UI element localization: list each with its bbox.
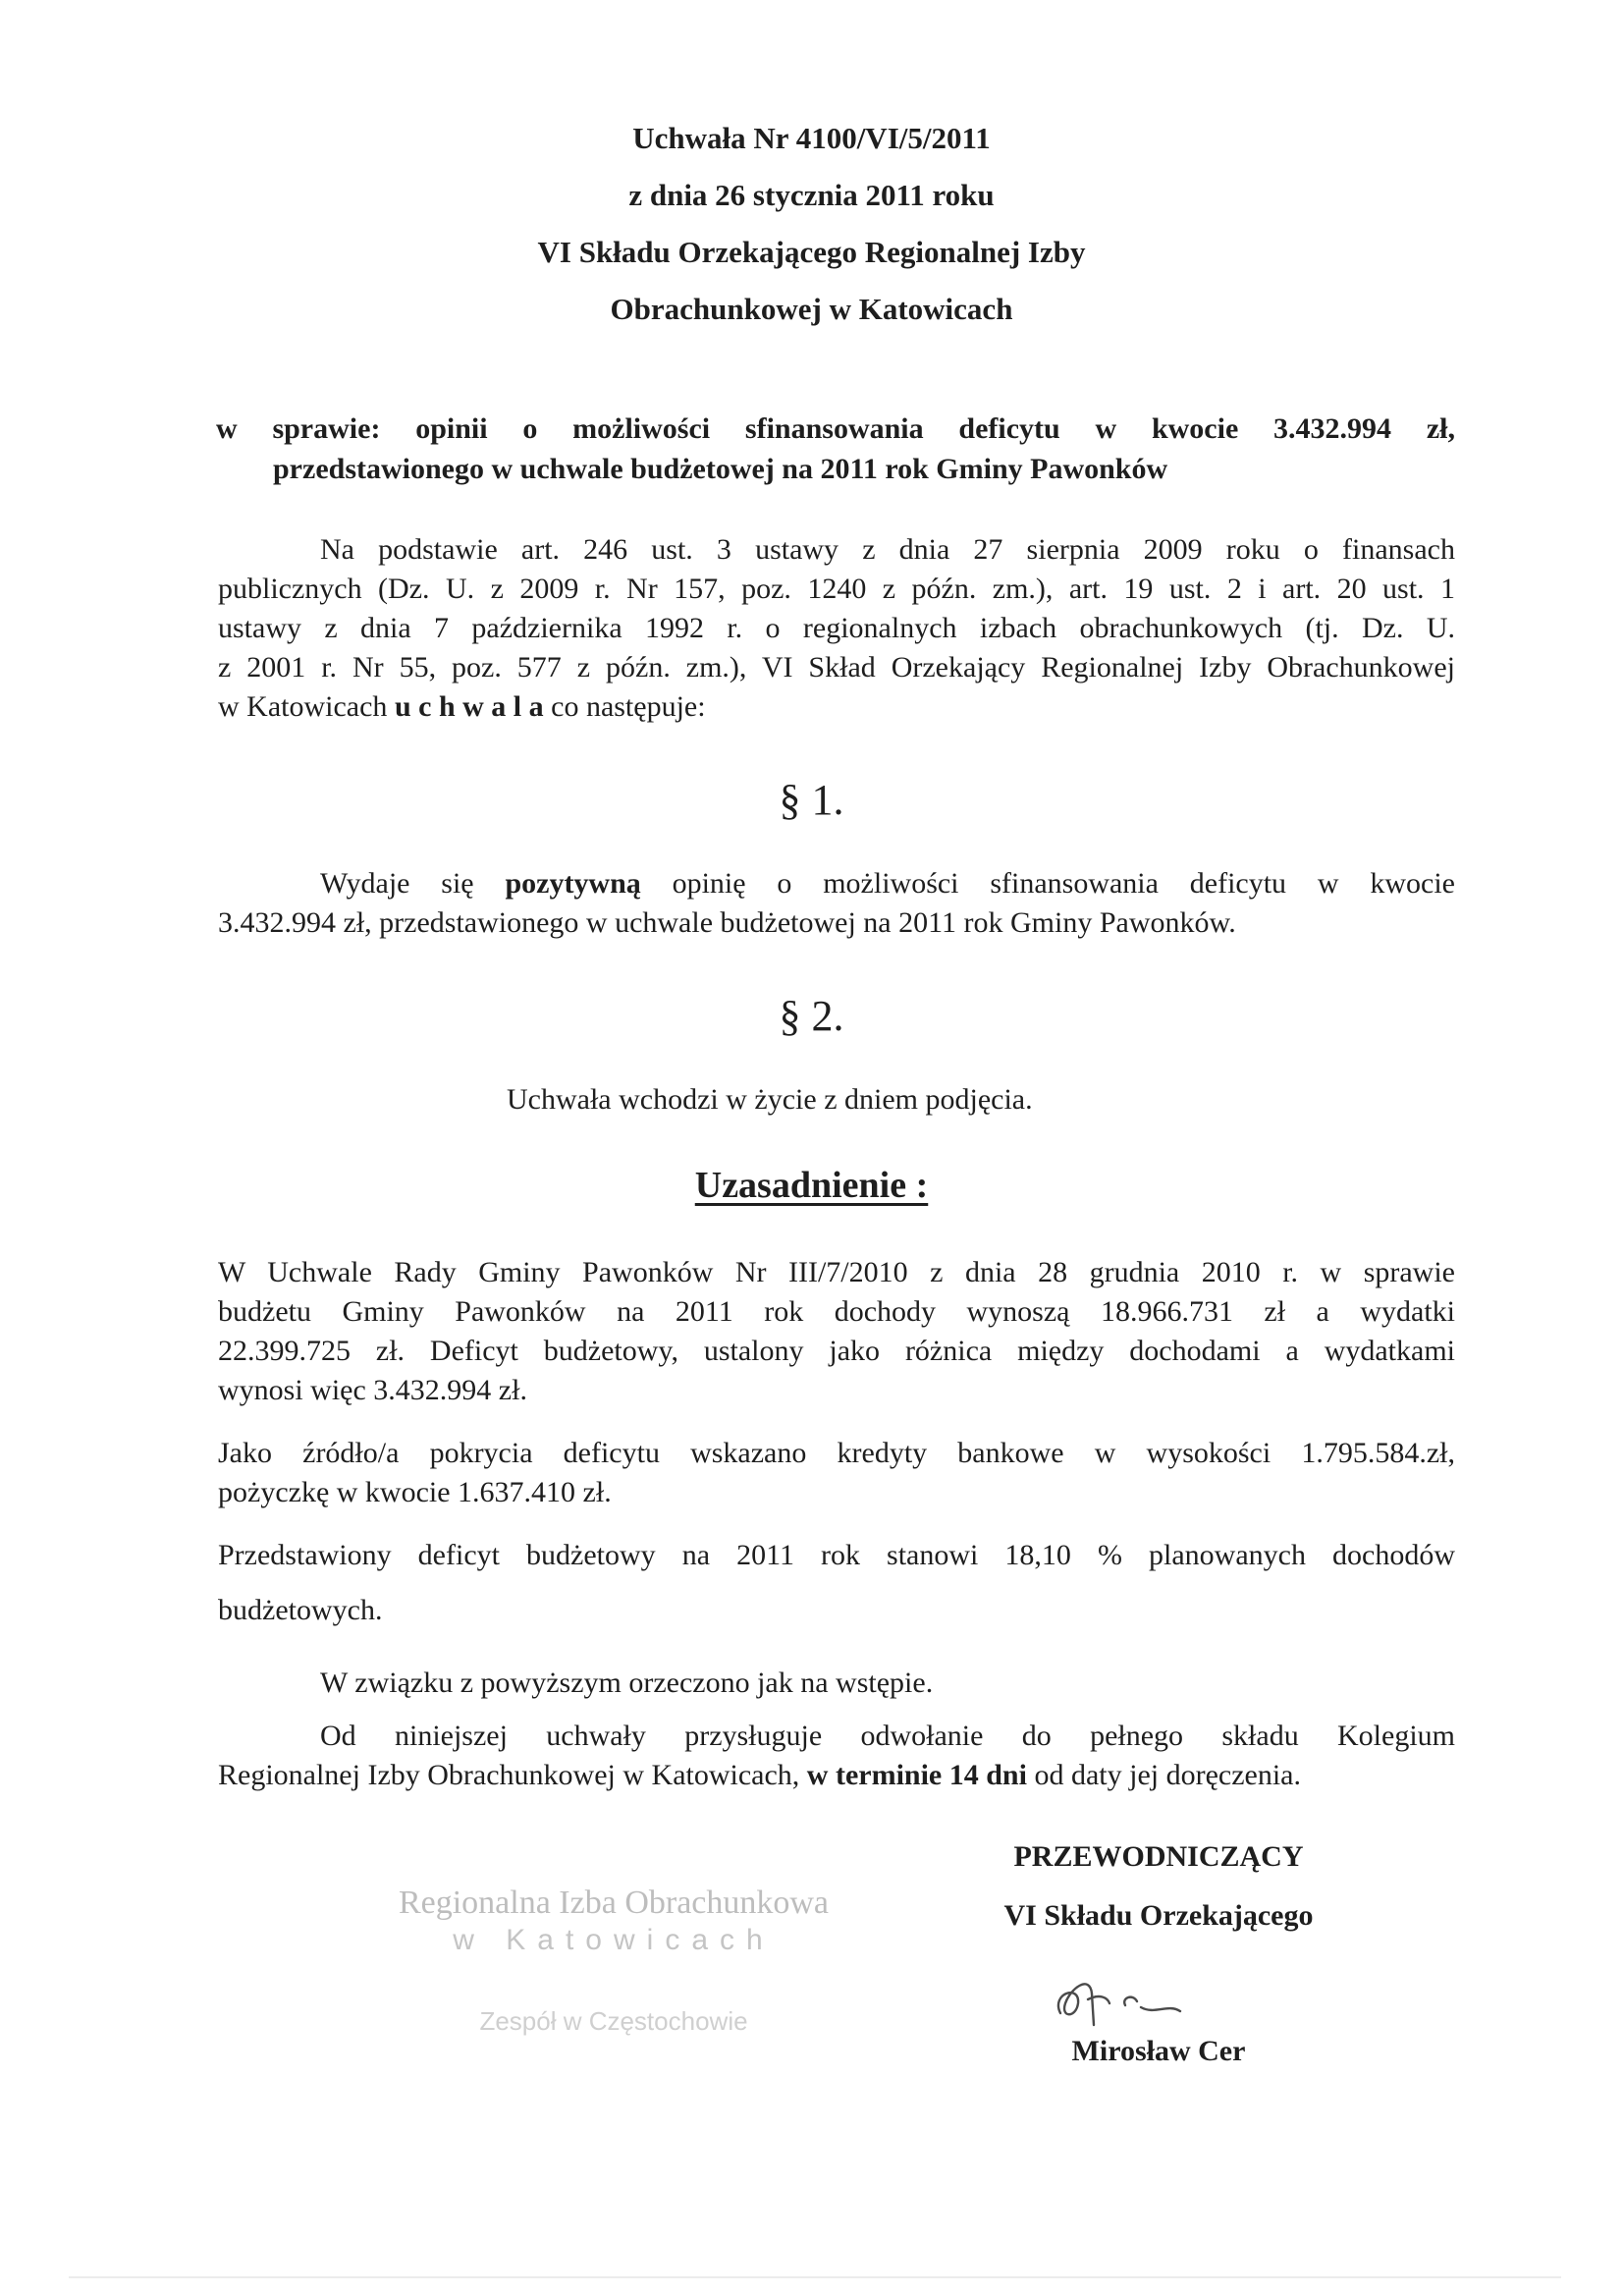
basis-line-2: publicznych (Dz. U. z 2009 r. Nr 157, poz. 1240 z późn. zm.), art. 19 ust. 2 i art. 20 ust. 1 — [218, 573, 1455, 605]
basis-line-1: Na podstawie art. 246 ust. 3 ustawy z dnia 27 sierpnia 2009 roku o finansach — [320, 533, 1455, 566]
legal-basis-paragraph — [218, 530, 1455, 727]
section-1-suffix: opinię o możliwości sfinansowania deficytu w kwocie — [640, 867, 1455, 900]
issuing-body-line1: VI Składu Orzekającego Regionalnej Izby — [537, 235, 1086, 269]
basis-line-3: ustawy z dnia 7 października 1992 r. o regionalnych izbach obrachunkowych (tj. Dz. U. — [218, 612, 1455, 644]
signature-name: Mirosław Cer — [1071, 2035, 1246, 2067]
issuing-body-line2: Obrachunkowej w Katowicach — [610, 292, 1013, 326]
justification-p1-line-4: wynosi więc 3.432.994 zł. — [218, 1374, 527, 1406]
stamp-line-2: w Katowicach — [453, 1924, 775, 1956]
signature-body: VI Składu Orzekającego — [1003, 1899, 1314, 1932]
justification-paragraph-2 — [218, 1434, 1455, 1512]
institution-stamp — [373, 1884, 854, 2037]
subject-line-2: przedstawionego w uchwale budżetowej na 2011 rok Gminy Pawonków — [273, 453, 1168, 485]
justification-p2-line-2: pożyczkę w kwocie 1.637.410 zł. — [218, 1476, 612, 1508]
justification-paragraph-3 — [218, 1528, 1455, 1638]
justification-p2-line-1: Jako źródło/a pokrycia deficytu wskazano kredyty bankowe w wysokości 1.795.584.zł, — [218, 1437, 1455, 1469]
section-2-text — [218, 1080, 1455, 1120]
justification-paragraph-4 — [218, 1664, 1455, 1703]
justification-p4-line: W związku z powyższym orzeczono jak na wstępie. — [320, 1667, 934, 1699]
basis-line-4: z 2001 r. Nr 55, poz. 577 z późn. zm.), VI Skład Orzekający Regionalnej Izby Obrachunkowej — [218, 651, 1455, 683]
section-2-sign: § 2. — [779, 992, 844, 1040]
resolution-date: z dnia 26 stycznia 2011 roku — [628, 178, 995, 212]
section-2-line: Uchwała wchodzi w życie z dniem podjęcia. — [507, 1083, 1033, 1116]
justification-paragraph-5 — [218, 1717, 1455, 1795]
basis-line-5-prefix: w Katowicach — [218, 690, 395, 723]
justification-p1-line-1: W Uchwale Rady Gminy Pawonków Nr III/7/2010 z dnia 28 grudnia 2010 r. w sprawie — [218, 1256, 1455, 1288]
appeal-suffix: od daty jej doręczenia. — [1026, 1759, 1301, 1791]
resolves-word: u c h w a l a — [394, 690, 544, 723]
justification-heading: Uzasadnienie : — [694, 1165, 929, 1206]
stamp-line-1: Regionalna Izba Obrachunkowa — [398, 1885, 830, 1921]
stamp-line-3: Zespół w Częstochowie — [479, 2006, 748, 2036]
justification-p3-line-2: budżetowych. — [218, 1594, 383, 1626]
justification-p1-line-3: 22.399.725 zł. Deficyt budżetowy, ustalony jako różnica między dochodami a wydatkami — [218, 1335, 1455, 1367]
scan-edge-line — [69, 2276, 1561, 2278]
justification-p5-line-1: Od niniejszej uchwały przysługuje odwołanie do pełnego składu Kolegium — [320, 1720, 1455, 1752]
appeal-deadline: w terminie 14 dni — [806, 1759, 1027, 1791]
basis-line-5-suffix: co następuje: — [543, 690, 706, 723]
section-1-text — [218, 864, 1455, 943]
justification-p3-line-1: Przedstawiony deficyt budżetowy na 2011 rok stanowi 18,10 % planowanych dochodów — [218, 1539, 1455, 1571]
basis-line-5 — [218, 687, 1455, 727]
signature-role: PRZEWODNICZĄCY — [1013, 1840, 1304, 1873]
justification-p5-line-2 — [218, 1756, 1455, 1795]
resolution-subject — [216, 409, 1455, 489]
section-1-line-2: 3.432.994 zł, przedstawionego w uchwale budżetowej na 2011 rok Gminy Pawonków. — [218, 906, 1236, 939]
positive-opinion-word: pozytywną — [505, 867, 641, 900]
justification-p1-line-2: budżetu Gminy Pawonków na 2011 rok dochody wynoszą 18.966.731 zł a wydatki — [218, 1295, 1455, 1328]
section-1-line-1 — [218, 864, 1455, 903]
justification-paragraph-1 — [218, 1253, 1455, 1410]
section-1-prefix: Wydaje się — [320, 867, 506, 900]
subject-line-1: w sprawie: opinii o możliwości sfinansowania deficytu w kwocie 3.432.994 zł, — [216, 412, 1455, 445]
resolution-number: Uchwała Nr 4100/VI/5/2011 — [632, 121, 991, 155]
resolution-header — [0, 110, 1623, 338]
appeal-prefix: Regionalnej Izby Obrachunkowej w Katowicach, — [218, 1759, 807, 1791]
section-1-sign: § 1. — [779, 776, 844, 824]
